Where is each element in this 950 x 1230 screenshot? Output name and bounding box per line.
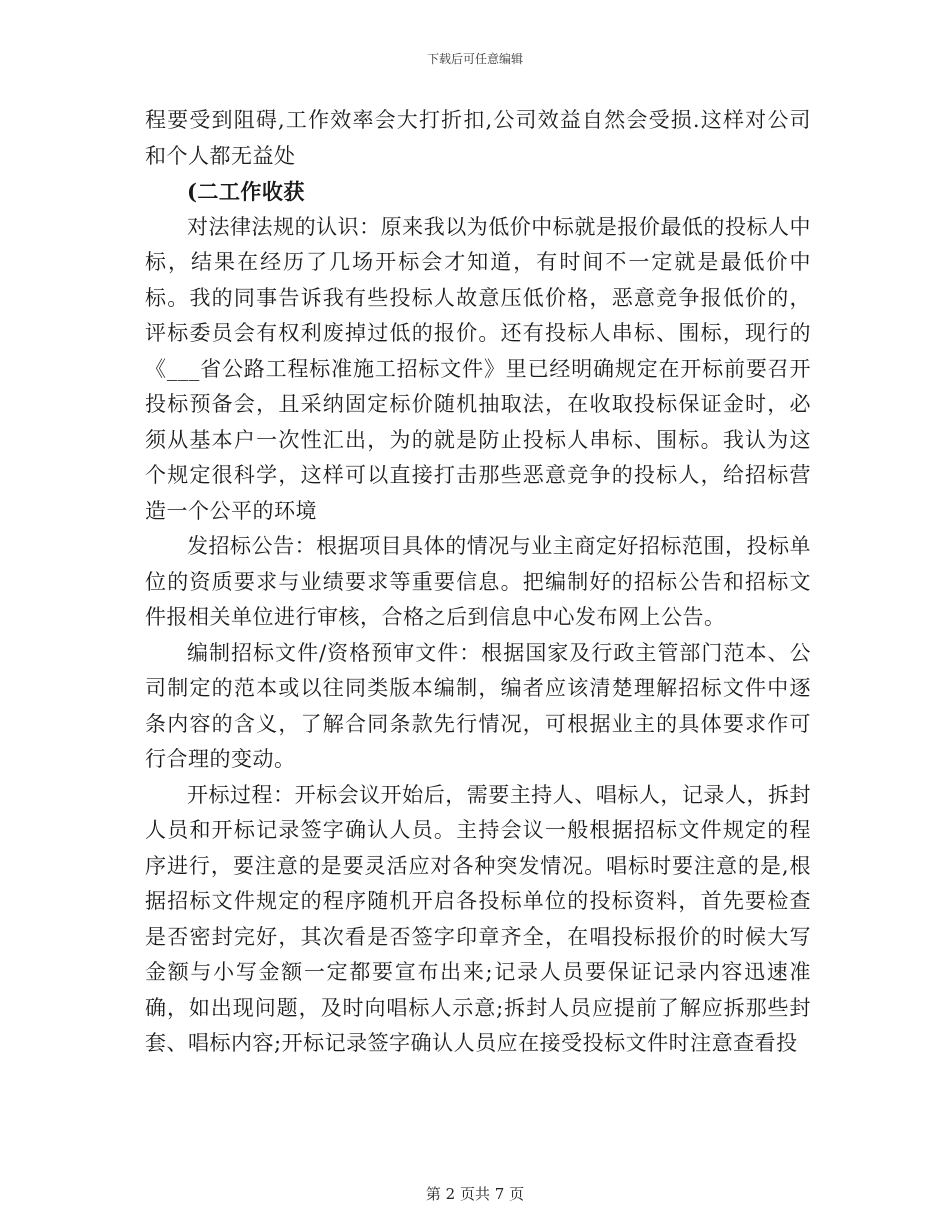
page-header: 下载后可任意编辑 <box>426 52 523 66</box>
paragraph-bid-opening: 开标过程：开标会议开始后，需要主持人、唱标人，记录人，拆封人员和开标记录签字确认人员。主持会议一般根据招标文件规定的程序进行，要注意的是要灵活应对各种突发情况。唱标时要注意的是,根据招标文件规定的程序随机开启各投标单位的投标资料，首先要检查是否密封完好，其次看是否签字印章齐全，在唱投标报价的时候大写金额与小写金额一定都要宣布出来;记录人员要保证记录内容迅速准确，如出现问题，及时向唱标人示意;拆封人员应提前了解应拆那些封套、唱标内容;开标记录签字确认人员应在接受投标文件时注意查看投 <box>145 782 811 1055</box>
paragraph-tender-notice: 发招标公告：根据项目具体的情况与业主商定好招标范围，投标单位的资质要求与业绩要求等重要信息。把编制好的招标公告和招标文件报相关单位进行审核，合格之后到信息中心发布网上公告。 <box>145 534 811 629</box>
section-heading: (二工作收获 <box>187 179 305 204</box>
paragraph-continuation: 程要受到阻碍,工作效率会大打折扣,公司效益自然会受损.这样对公司和个人都无益处 <box>145 108 811 168</box>
document-body <box>145 103 811 1062</box>
page-number: 第 2 页共 7 页 <box>425 1185 525 1203</box>
paragraph-legal-awareness: 对法律法规的认识：原来我以为低价中标就是报价最低的投标人中标，结果在经历了几场开标会才知道，有时间不一定就是最低价中标。我的同事告诉我有些投标人故意压低价格，恶意竞争报低价的，评标委员会有权利废掉过低的报价。还有投标人串标、围标，现行的《___省公路工程标准施工招标文件》里已经明确规定在开标前要召开投标预备会，且采纳固定标价随机抽取法，在收取投标保证金时，必须从基本户一次性汇出，为的就是防止投标人串标、围标。我认为这个规定很科学，这样可以直接打击那些恶意竞争的投标人，给招标营造一个公平的环境 <box>145 214 811 523</box>
paragraph-tender-documents: 编制招标文件/资格预审文件：根据国家及行政主管部门范本、公司制定的范本或以往同类版本编制，编者应该清楚理解招标文件中逐条内容的含义，了解合同条款先行情况，可根据业主的具体要求作可行合理的变动。 <box>145 640 811 771</box>
